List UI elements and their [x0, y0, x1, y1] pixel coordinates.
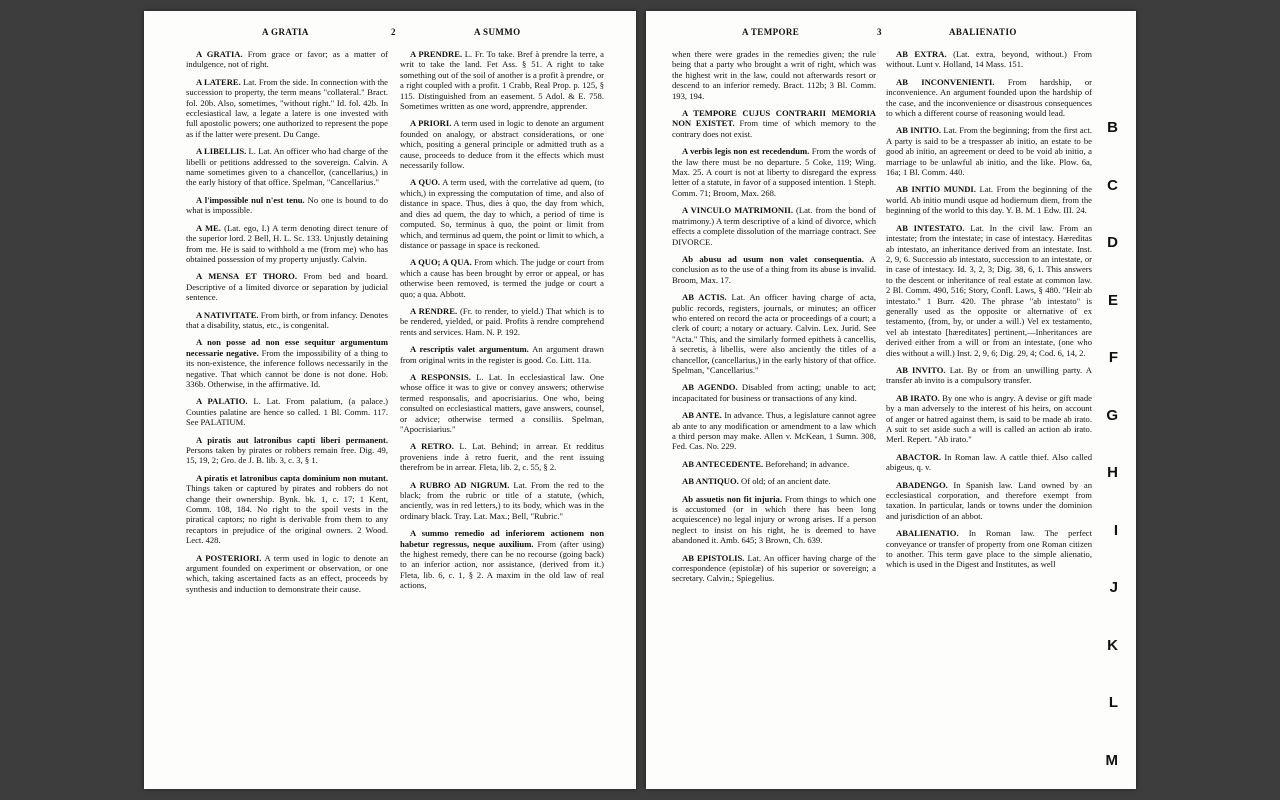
entry-headword: A RUBRO AD NIGRUM.: [410, 479, 510, 490]
right-page-column-1: [672, 49, 876, 781]
entry-definition: A term used in logic to denote an argument founded on experiment or observation, or one which, taking ascertained facts as an effect, proceeds by synthesis and induction to demonstrate their cause.: [186, 552, 388, 594]
entry-headword: A verbis legis non est recedendum.: [682, 146, 810, 157]
left-page-column-1: [186, 49, 388, 781]
left-header-guide-word: A GRATIA: [262, 27, 309, 37]
entry-headword: AB INVITO.: [896, 364, 946, 375]
thumb-index-letter: L: [1108, 694, 1118, 711]
dictionary-entry: [186, 473, 388, 546]
dictionary-entry: [886, 528, 1092, 570]
entry-definition: From the words of the law there must be no departure. 5 Coke, 119; Wing. Max. 25. A court is not at liberty to disregard the express letter of a statute, in favor of a supposed intention. 1 Steph. Comm. 71; Broom, Max. 268.: [672, 146, 876, 198]
thumb-index-letter: J: [1109, 579, 1118, 596]
entry-headword: A LIBELLIS.: [196, 146, 247, 157]
entry-headword: ABADENGO.: [896, 479, 948, 490]
entry-headword: A MENSA ET THORO.: [196, 271, 297, 282]
dictionary-entry: [400, 528, 604, 590]
entry-headword: AB ACTIS.: [682, 292, 727, 303]
entry-definition: From the impossibility of a thing to its non-existence, the inference follows necessarily in the negative. That which cannot be done is not done. Hob. 336b. Otherwise, in the affirmative. Id.: [186, 347, 388, 389]
dictionary-entry: [672, 49, 876, 101]
entry-headword: A QUO; A QUA.: [410, 257, 472, 268]
dictionary-entry: [886, 393, 1092, 445]
dictionary-entry: [886, 452, 1092, 473]
entry-headword: A VINCULO MATRIMONII.: [682, 205, 793, 216]
entry-definition: By one who is angry. A devise or gift made by a man adversely to the interest of his heirs, on account of anger or hatred against them, is said to be made ab irato. A suit to set aside such a will is called an action ab irato. Merl. Repert. "Ab irato.": [886, 392, 1092, 445]
entry-definition: In Spanish law. Land owned by an ecclesiastical corporation, and therefore exempt from taxation. In particular, lands or towns under the dominion and jurisdiction of an abbot.: [886, 479, 1092, 521]
entry-definition: L. Fr. To take. Bref à prendre la terre, a writ to take the land. Fet Ass. § 51. A right to take something out of the soil of another is a profit à prendre, or a right coupled with a profit. 1 Crabb, Real Prop. p. 125, § 115. Distinguished from an easement. 5 Adol. & E. 758. Sometimes written as one word, apprendre, apprender.: [400, 49, 604, 112]
entry-definition: Lat. An officer having charge of acta, public records, registers, journals, or minutes; an officer who entered on record the acta or proceedings of a court; a clerk of court; a notary or actuary. Calvin. Lex. Jurid. See "Acta." This, and the similarly formed epithets à cancellis, à secretis, à libellis, were also anciently the titles of a chancellor, (cancellarius,) in the early history of that office. Spelman, "Cancellarius.": [672, 292, 876, 375]
entry-definition: (Lat. extra, beyond, without.) From without. Lunt v. Holland, 14 Mass. 151.: [886, 49, 1092, 70]
left-page-column-2: [400, 49, 604, 781]
dictionary-entry: [672, 494, 876, 546]
dictionary-entry: [400, 441, 604, 472]
entry-headword: A piratis et latronibus capta dominium non mutant.: [196, 472, 388, 483]
thumb-index-letter: K: [1107, 636, 1118, 654]
dictionary-entry: [400, 257, 604, 299]
entry-definition: Lat. From the side. In connection with the succession to property, the term means "collateral." Bract. fol. 20b. Also, sometimes, "without right." Id. fol. 42b. In ecclesiastical law, a legate a latere is one invested with full apostolic powers; one authorized to represent the pope as if the latter were present. Du Cange.: [186, 76, 388, 139]
entry-definition: (Fr. to render, to yield.) That which is to be rendered, yielded, or paid. Profits à rendre comprehend rents and services. Ham. N. P. 192.: [400, 305, 604, 337]
entry-definition: From hardship, or inconvenience. An argument founded upon the hardship of the case, and the inconvenience or disastrous consequences to which a different course of reasoning would lead.: [886, 76, 1092, 119]
right-header-guide-word: ABALIENATIO: [949, 27, 1017, 37]
dictionary-entry: [672, 553, 876, 584]
entry-definition: when there were grades in the remedies given; the rule being that a party who brought a writ of right, which was the highest writ in the law, could not afterwards resort or descend to an inferior remedy. Bract. 112b; 3 Bl. Comm. 193, 194.: [672, 49, 876, 101]
entry-headword: AB ANTECEDENTE.: [682, 458, 764, 469]
entry-headword: A TEMPORE CUJUS CONTRARII MEMORIA NON EXISTET.: [672, 108, 876, 129]
entry-definition: (Lat. ego, I.) A term denoting direct tenure of the superior lord. 2 Bell, H. L. Sc. 133. Unjustly detaining from me. He is said to withhold a me (from me) who has obtained possession of my property unjustly. Calvin.: [186, 222, 388, 264]
dictionary-entry: [186, 223, 388, 265]
entry-definition: Lat. By or from an unwilling party. A transfer ab invito is a compulsory transfer.: [886, 364, 1092, 386]
entry-definition: (Lat. from the bond of matrimony.) A term descriptive of a kind of divorce, which effects a complete dissolution of the marriage contract. See DIVORCE.: [672, 205, 876, 247]
entry-headword: AB INITIO MUNDI.: [896, 184, 976, 195]
entry-definition: L. Lat. From palatium, (a palace.) Counties palatine are hence so called. 1 Bl. Comm. 117. See PALATIUM.: [186, 396, 388, 428]
entry-headword: Ab assuetis non fit injuria.: [682, 493, 782, 504]
dictionary-entry: [186, 435, 388, 466]
thumb-index-letter: B: [1107, 119, 1118, 136]
dictionary-entry: [400, 480, 604, 522]
entry-headword: A summo remedio ad inferiorem actionem non habetur regressus, neque auxilium.: [400, 528, 604, 549]
left-page-number: 2: [391, 27, 396, 37]
dictionary-entry: [886, 480, 1092, 522]
dictionary-entry: [886, 77, 1092, 119]
entry-headword: Ab abusu ad usum non valet consequentia.: [682, 253, 864, 264]
dictionary-entry: [186, 49, 388, 70]
entry-headword: ABACTOR.: [896, 451, 941, 462]
entry-headword: AB IRATO.: [896, 392, 940, 403]
dictionary-entry: [672, 146, 876, 198]
entry-definition: Lat. In the civil law. From an intestate; from the intestate; in case of intestacy. Hæreditas ab intestato, an inheritance derived from an intestate. Inst. 2, 9, 6. Successio ab intestato, succession to an intestate, or in case of intestacy. Id. 3, 2, 3; Dig. 38, 6, 1. This answers to the descent or inheritance of real estate at common law. 2 Bl. Comm. 490, 516; Story, Confl. Laws, § 480. "Heir ab intestato." 1 Burr. 420. The phrase "ab intestato" is generally used as the opposite or alternative of ex testamento, (from, by, or under a will.) Vel ex testamento, vel ab intestato [hæreditates] pertinent,—Inheritances are derived either from a will or from an intestate, (one who dies without a will.) Inst. 2, 9, 6; Dig. 29, 4; Cod. 6, 14, 2.: [886, 222, 1092, 358]
entry-headword: AB ANTE.: [682, 410, 722, 421]
entry-definition: Lat. From the beginning of the world. Ab initio mundi usque ad hodiernum diem, from the beginning of the world to this day. Y. B. M. 1 Edw. III. 24.: [886, 184, 1092, 216]
entry-definition: L. Lat. In ecclesiastical law. One whose office it was to give or convey answers; otherwise termed responsalis, and apocrisiarius. One who, being consulted on ecclesiastical matters, gave answers, counsel, or advice; otherwise termed a consiliis. Spelman, "Apocrisiarius.": [400, 371, 604, 434]
entry-definition: Disabled from acting; unable to act; incapacitated for business or transactions of any kind.: [672, 382, 876, 403]
entry-definition: From time of which memory to the contrary does not exist.: [672, 118, 876, 139]
dictionary-entry: [400, 118, 604, 170]
dictionary-entry: [672, 254, 876, 285]
thumb-index-letter: F: [1108, 349, 1118, 366]
entry-definition: Lat. From the beginning; from the first act. A party is said to be a trespasser ab initio, an estate to be good ab initio, an agreement or deed to be void ab initio, a marriage to be unlawful ab initio, and the like. Plow. 6a, 16a; 1 Bl. Comm. 440.: [886, 125, 1092, 178]
entry-headword: AB ANTIQUO.: [682, 476, 739, 487]
entry-headword: A piratis aut latronibus capti liberi permanent.: [196, 434, 388, 445]
right-page-header: [646, 27, 1136, 41]
dictionary-entry: [672, 205, 876, 247]
entry-definition: A term used, with the correlative ad quem, (to which,) in expressing the computation of time, and also of distance in space. Thus, dies à quo, the day from which, and dies ad quem, the day to which, a period of time is computed. So, terminus à quo, the point or limit from which, and terminus ad quem, the point or limit to which, a distance or passage in space is reckoned.: [400, 177, 604, 250]
left-header-guide-word: A TEMPORE: [742, 27, 800, 37]
dictionary-entry: [400, 177, 604, 250]
right-page-number: 3: [877, 27, 882, 37]
thumb-index-letter: M: [1105, 751, 1118, 769]
entry-headword: A GRATIA.: [196, 49, 243, 59]
entry-headword: A LATERE.: [196, 76, 241, 87]
entry-headword: A QUO.: [410, 177, 441, 188]
entry-headword: A NATIVITATE.: [196, 309, 259, 320]
thumb-index-letter: I: [1113, 521, 1118, 539]
entry-definition: From birth, or from infancy. Denotes that a disability, status, etc., is congenital.: [186, 309, 388, 330]
entry-headword: A RENDRE.: [410, 305, 458, 316]
dictionary-entry: [886, 184, 1092, 215]
right-header-guide-word: A SUMMO: [474, 27, 521, 37]
dictionary-entry: [672, 459, 876, 469]
entry-definition: Lat. From the red to the black; from the rubric or title of a statute, (which, anciently, was in red letters,) to its body, which was in the ordinary black. Tray. Lat. Max.; Bell, "Rubric.": [400, 479, 604, 521]
entry-definition: From which. The judge or court from which a cause has been brought by error or appeal, or has otherwise been removed, is termed the judge or court a quo; a qua. Abbott.: [400, 257, 604, 299]
entry-definition: Persons taken by pirates or robbers remain free. Dig. 49, 15, 19, 2; Gro. de J. B. lib. 3, c. 3, § 1.: [186, 445, 388, 466]
entry-headword: AB INTESTATO.: [896, 222, 965, 233]
dictionary-entry: [186, 271, 388, 302]
entry-headword: A RESPONSIS.: [410, 371, 471, 382]
thumb-index-letter: H: [1107, 464, 1118, 481]
dictionary-entry: [672, 410, 876, 452]
dictionary-entry: [886, 125, 1092, 177]
dictionary-entry: [400, 372, 604, 434]
entry-headword: A PRIORI.: [410, 118, 452, 129]
dictionary-entry: [186, 146, 388, 188]
thumb-index-letter: E: [1107, 291, 1118, 309]
dictionary-entry: [186, 396, 388, 427]
entry-definition: In advance. Thus, a legislature cannot agree ab ante to any modification or amendment to a law which a third person may make. Allen v. McKean, 1 Sumn. 308, Fed. Cas. No. 229.: [672, 410, 876, 452]
entry-definition: An argument drawn from original writs in the register is good. Co. Litt. 11a.: [400, 344, 604, 365]
entry-definition: L. Lat. An officer who had charge of the libelli or petitions addressed to the sovereign. Calvin. A name sometimes given to a chancellor, (cancellarius,) in the early history of that office. Spelman, "Cancellarius.": [186, 146, 388, 188]
entry-definition: From (after using) the highest remedy, there can be no recourse (going back) to an inferior action, nor assistance, (derived from it.) Fleta, lib. 6, c. 1, § 2. A maxim in the old law of real actions,: [400, 538, 604, 591]
dictionary-entry: [186, 337, 388, 389]
entry-definition: A term used in logic to denote an argument founded on analogy, or abstract considerations, or one which, positing a general principle or admitted truth as a cause, proceeds to deduce from it the effects which must necessarily follow.: [400, 118, 604, 171]
dictionary-entry: [672, 292, 876, 375]
entry-headword: A rescriptis valet argumentum.: [410, 344, 529, 355]
right-page: [646, 11, 1136, 789]
entry-headword: A l'impossible nul n'est tenu.: [196, 194, 305, 205]
dictionary-entry: [886, 49, 1092, 70]
dictionary-entry: [400, 344, 604, 365]
entry-headword: AB EPISTOLIS.: [682, 552, 745, 563]
entry-definition: In Roman law. The perfect conveyance or transfer of property from one Roman citizen to another. This term gave place to the simple alienatio, which is used in the Digest and Institutes, as well: [886, 528, 1092, 570]
entry-definition: Of old; of an ancient date.: [740, 476, 831, 487]
dictionary-entry: [672, 382, 876, 403]
entry-definition: From things to which one is accustomed (or in which there has been long acquiescence) no legal injury or wrong arises. If a person neglect to insist on his right, he is deemed to have abandoned it. Amb. 645; 3 Brown, Ch. 639.: [672, 493, 876, 546]
entry-headword: AB INCONVENIENTI.: [896, 76, 995, 87]
left-page-header: [144, 27, 636, 41]
entry-definition: L. Lat. Behind; in arrear. Et redditus proveniens inde à retro fuerit, and the rent issuing therefrom be in arrear. Fleta, lib. 2, c. 55, § 2.: [400, 441, 604, 473]
entry-definition: No one is bound to do what is impossible.: [186, 194, 388, 216]
entry-headword: A ME.: [196, 222, 221, 233]
dictionary-entry: [186, 77, 388, 139]
entry-definition: A conclusion as to the use of a thing from its abuse is invalid. Broom, Max. 17.: [672, 253, 876, 285]
entry-headword: AB INITIO.: [896, 125, 942, 136]
entry-definition: Beforehand; in advance.: [765, 458, 850, 469]
entry-definition: Lat. An officer having charge of the correspondence (epistolæ) of his superior or sovereign; a secretary. Calvin.; Spiegelius.: [672, 552, 876, 584]
thumb-index-letter: D: [1107, 234, 1118, 251]
entry-definition: From grace or favor; as a matter of indulgence, not of right.: [186, 49, 388, 70]
entry-headword: ABALIENATIO.: [896, 528, 959, 539]
dictionary-entry: [886, 223, 1092, 358]
entry-headword: A POSTERIORI.: [196, 552, 262, 563]
entry-definition: Things taken or captured by pirates and robbers do not change their ownership. Bynk. bk. 1, c. 17; 1 Kent, Comm. 108, 184. No right to the spoil vests in the piratical captors; no right is derivable from them to any recaptors in prejudice of the original owners. 2 Wood. Lect. 428.: [186, 483, 388, 546]
dictionary-entry: [672, 476, 876, 486]
dictionary-entry: [886, 365, 1092, 386]
dictionary-entry: [186, 310, 388, 331]
left-page: [144, 11, 636, 789]
entry-headword: A RETRO.: [410, 441, 454, 452]
entry-headword: A non posse ad non esse sequitur argumentum necessarie negative.: [186, 337, 388, 358]
entry-headword: A PRENDRE.: [410, 49, 463, 59]
dictionary-entry: [672, 108, 876, 139]
entry-headword: AB AGENDO.: [682, 382, 738, 393]
dictionary-entry: [400, 306, 604, 337]
entry-headword: A PALATIO.: [196, 396, 248, 407]
entry-definition: From bed and board. Descriptive of a limited divorce or separation by judicial sentence.: [186, 271, 388, 303]
thumb-index-letter: C: [1107, 176, 1118, 194]
entry-headword: AB EXTRA.: [896, 49, 947, 59]
dictionary-entry: [400, 49, 604, 111]
right-page-column-2: [886, 49, 1092, 781]
entry-definition: In Roman law. A cattle thief. Also called abigeus, q. v.: [886, 451, 1092, 473]
dictionary-entry: [186, 553, 388, 595]
thumb-index-letter: G: [1106, 406, 1118, 424]
dictionary-entry: [186, 195, 388, 216]
